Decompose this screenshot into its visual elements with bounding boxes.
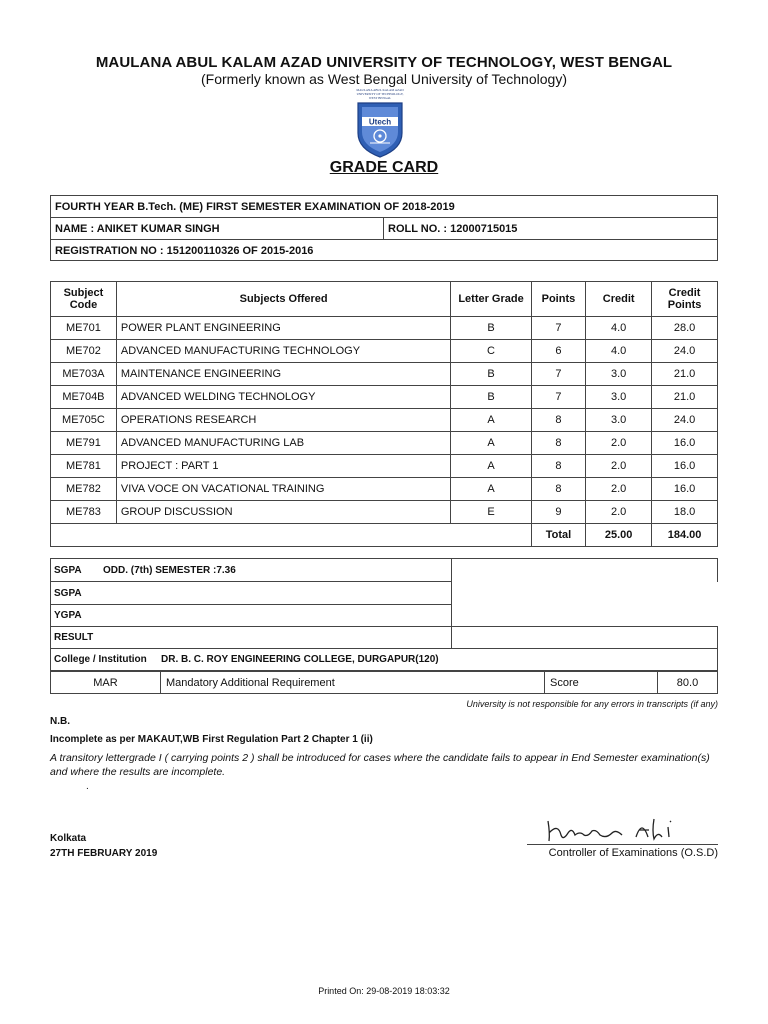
header-points: Points xyxy=(531,282,586,317)
mar-row xyxy=(50,671,718,694)
subject-code: ME703A xyxy=(51,363,117,386)
credit: 2.0 xyxy=(586,501,652,524)
logo-caption-3: WEST BENGAL xyxy=(368,96,392,100)
mar-description: Mandatory Additional Requirement xyxy=(161,672,545,693)
mar-score: 80.0 xyxy=(676,676,699,689)
result-right-box xyxy=(451,626,718,649)
credit-points: 28.0 xyxy=(652,317,718,340)
exam-title: FOURTH YEAR B.Tech. (ME) FIRST SEMESTER EXAMINATION OF 2018-2019 xyxy=(55,200,455,213)
disclaimer: University is not responsible for any errors in transcripts (if any) xyxy=(466,699,718,709)
dot-mark: . xyxy=(86,781,89,792)
sgpa-odd-semester: ODD. (7th) SEMESTER :7.36 xyxy=(103,564,236,576)
logo-caption-1: MAULANA ABUL KALAM AZAD xyxy=(356,88,404,92)
roll-number: ROLL NO. : 12000715015 xyxy=(388,222,518,235)
subject-code: ME781 xyxy=(51,455,117,478)
table-header-row xyxy=(51,282,718,317)
letter-grade: C xyxy=(451,340,531,363)
letter-grade: A xyxy=(451,432,531,455)
credit: 3.0 xyxy=(586,409,652,432)
mar-code: MAR xyxy=(51,672,161,693)
letter-grade: A xyxy=(451,455,531,478)
incomplete-note: Incomplete as per MAKAUT,WB First Regulation Part 2 Chapter 1 (ii) xyxy=(50,734,373,745)
total-credit-points: 184.00 xyxy=(652,524,718,547)
university-logo xyxy=(344,87,416,159)
points: 8 xyxy=(531,478,586,501)
table-row xyxy=(51,432,718,455)
points: 7 xyxy=(531,386,586,409)
college-name: DR. B. C. ROY ENGINEERING COLLEGE, DURGAPUR(120) xyxy=(161,654,439,665)
total-empty xyxy=(51,524,532,547)
table-row xyxy=(51,386,718,409)
header-credit-points: Credit Points xyxy=(652,282,718,317)
header-subject-code: Subject Code xyxy=(51,282,117,317)
table-row xyxy=(51,478,718,501)
exam-info-box xyxy=(50,195,718,261)
subject-code: ME702 xyxy=(51,340,117,363)
logo-text: Utech xyxy=(368,117,392,127)
points: 8 xyxy=(531,432,586,455)
points: 7 xyxy=(531,363,586,386)
letter-grade: E xyxy=(451,501,531,524)
subject-name: POWER PLANT ENGINEERING xyxy=(116,317,451,340)
credit-points: 24.0 xyxy=(652,340,718,363)
subject-name: ADVANCED MANUFACTURING LAB xyxy=(116,432,451,455)
grades-table xyxy=(50,281,718,547)
ygpa-label: YGPA xyxy=(54,610,82,621)
total-row xyxy=(51,524,718,547)
subject-code: ME782 xyxy=(51,478,117,501)
table-row xyxy=(51,455,718,478)
credit: 2.0 xyxy=(586,478,652,501)
subject-name: VIVA VOCE ON VACATIONAL TRAINING xyxy=(116,478,451,501)
grade-card-title: GRADE CARD xyxy=(329,159,439,176)
subject-code: ME791 xyxy=(51,432,117,455)
credit-points: 21.0 xyxy=(652,363,718,386)
sgpa-odd-right-box xyxy=(451,558,718,582)
table-row xyxy=(51,317,718,340)
letter-grade: A xyxy=(451,409,531,432)
points: 7 xyxy=(531,317,586,340)
credit: 2.0 xyxy=(586,432,652,455)
printed-on: Printed On: 29-08-2019 18:03:32 xyxy=(318,986,450,996)
letter-grade: B xyxy=(451,386,531,409)
points: 8 xyxy=(531,455,586,478)
total-label: Total xyxy=(531,524,586,547)
credit: 3.0 xyxy=(586,386,652,409)
subject-code: ME783 xyxy=(51,501,117,524)
result-box xyxy=(50,626,452,649)
nb-label: N.B. xyxy=(50,716,70,727)
credit: 4.0 xyxy=(586,340,652,363)
sgpa-box xyxy=(50,581,452,605)
university-name: MAULANA ABUL KALAM AZAD UNIVERSITY OF TECHNOLOGY, WEST BENGAL xyxy=(95,54,673,71)
registration-number: REGISTRATION NO : 151200110326 OF 2015-2016 xyxy=(55,245,314,257)
logo-caption-2: UNIVERSITY OF TECHNOLOGY, xyxy=(356,92,404,96)
subject-code: ME704B xyxy=(51,386,117,409)
table-row xyxy=(51,340,718,363)
exam-title-row xyxy=(51,196,717,218)
issue-date: 27TH FEBRUARY 2019 xyxy=(50,848,158,859)
college-label: College / Institution xyxy=(54,654,147,665)
subject-name: ADVANCED MANUFACTURING TECHNOLOGY xyxy=(116,340,451,363)
name-roll-row xyxy=(51,218,717,240)
letter-grade: A xyxy=(451,478,531,501)
points: 8 xyxy=(531,409,586,432)
subject-name: MAINTENANCE ENGINEERING xyxy=(116,363,451,386)
table-row xyxy=(51,501,718,524)
subject-code: ME705C xyxy=(51,409,117,432)
credit: 3.0 xyxy=(586,363,652,386)
credit-points: 18.0 xyxy=(652,501,718,524)
credit: 4.0 xyxy=(586,317,652,340)
place: Kolkata xyxy=(50,833,87,844)
letter-grade: B xyxy=(451,363,531,386)
subject-name: OPERATIONS RESEARCH xyxy=(116,409,451,432)
credit-points: 16.0 xyxy=(652,455,718,478)
points: 9 xyxy=(531,501,586,524)
credit-points: 16.0 xyxy=(652,432,718,455)
letter-grade: B xyxy=(451,317,531,340)
mar-score-label: Score xyxy=(545,672,658,693)
subject-name: GROUP DISCUSSION xyxy=(116,501,451,524)
table-row xyxy=(51,409,718,432)
credit-points: 16.0 xyxy=(652,478,718,501)
header-credit: Credit xyxy=(586,282,652,317)
sgpa-label: SGPA xyxy=(54,564,82,576)
subject-name: ADVANCED WELDING TECHNOLOGY xyxy=(116,386,451,409)
student-name: NAME : ANIKET KUMAR SINGH xyxy=(51,218,384,239)
ygpa-box xyxy=(50,604,452,627)
header-subjects-offered: Subjects Offered xyxy=(116,282,451,317)
table-row xyxy=(51,363,718,386)
university-former-name: (Formerly known as West Bengal University of Technology) xyxy=(201,71,567,87)
transitory-note: A transitory lettergrade I ( carrying points 2 ) shall be introduced for cases where the candidate fails to appear in End Semester examination(s) and where the results are incomplete. xyxy=(50,752,710,778)
credit-points: 24.0 xyxy=(652,409,718,432)
sgpa2-label: SGPA xyxy=(54,587,82,599)
points: 6 xyxy=(531,340,586,363)
credit-points: 21.0 xyxy=(652,386,718,409)
result-label: RESULT xyxy=(54,632,94,643)
controller-of-examinations: Controller of Examinations (O.S.D) xyxy=(548,847,718,859)
signature xyxy=(528,813,718,845)
subject-name: PROJECT : PART 1 xyxy=(116,455,451,478)
subject-code: ME701 xyxy=(51,317,117,340)
total-credit: 25.00 xyxy=(586,524,652,547)
registration-row xyxy=(51,240,717,262)
header-letter-grade: Letter Grade xyxy=(451,282,531,317)
credit: 2.0 xyxy=(586,455,652,478)
signature-line xyxy=(527,844,718,845)
